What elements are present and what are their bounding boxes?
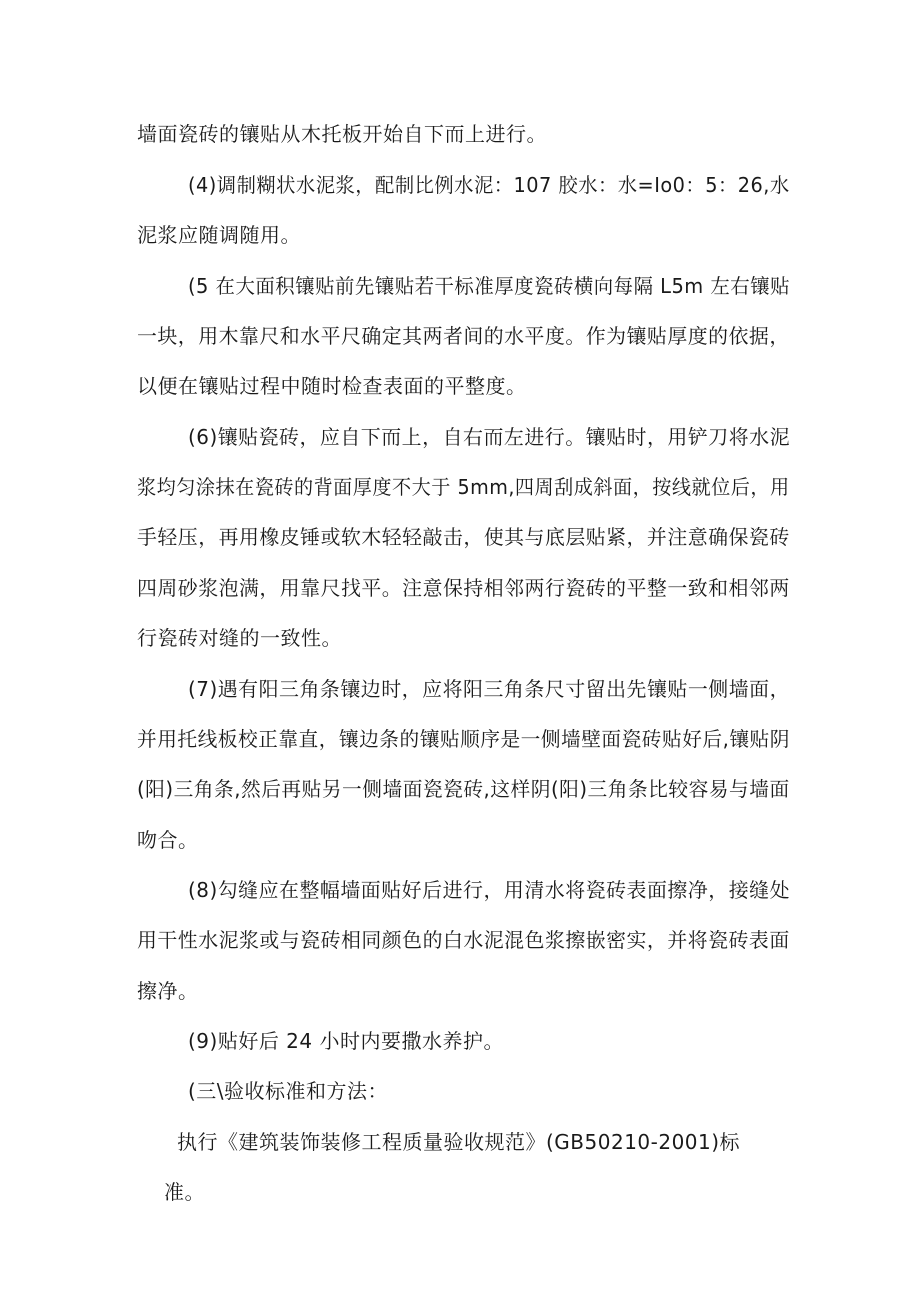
text-line: 泥浆应随调随用。	[137, 223, 301, 247]
text-line: (7)遇有阳三角条镶边时，应将阳三角条尺寸留出先镶贴一侧墙面，	[188, 677, 791, 701]
text-line: 执行《建筑装饰装修工程质量验收规范》(GB50210-2001)标	[177, 1130, 741, 1154]
text-line: (8)勾缝应在整幅墙面贴好后进行，用清水将瓷砖表面擦净，接缝处	[188, 878, 791, 902]
text-line: (6)镶贴瓷砖，应自下而上，自右而左进行。镶贴时，用铲刀将水泥	[188, 425, 791, 449]
section-heading: (三\验收标准和方法：	[188, 1079, 389, 1103]
text-line: 用干性水泥浆或与瓷砖相同颜色的白水泥混色浆擦嵌密实，并将瓷砖表面	[137, 928, 790, 952]
text-line: 浆均匀涂抹在瓷砖的背面厚度不大于 5mm,四周刮成斜面，按线就位后，用	[137, 475, 790, 499]
text-line: 准。	[164, 1180, 205, 1204]
text-line: 一块，用木靠尺和水平尺确定其两者间的水平度。作为镶贴厚度的依据，	[137, 324, 790, 348]
text-line: 擦净。	[137, 979, 199, 1003]
text-line: (5 在大面积镶贴前先镶贴若干标准厚度瓷砖横向每隔 L5m 左右镶贴	[188, 274, 790, 298]
text-line: 行瓷砖对缝的一致性。	[137, 626, 342, 650]
text-line: 并用托线板校正靠直，镶边条的镶贴顺序是一侧墙壁面瓷砖贴好后,镶贴阴	[137, 727, 790, 751]
text-line: 吻合。	[137, 828, 199, 852]
text-line: (4)调制糊状水泥浆，配制比例水泥：107 胶水：水=Io0：5：26,水	[188, 173, 790, 197]
text-line: 手轻压，再用橡皮锤或软木轻轻敲击，使其与底层贴紧，并注意确保瓷砖	[137, 525, 790, 549]
text-line: (9)贴好后 24 小时内要撒水养护。	[188, 1029, 504, 1053]
text-line: 四周砂浆泡满，用靠尺找平。注意保持相邻两行瓷砖的平整一致和相邻两	[137, 576, 790, 600]
text-line: 以便在镶贴过程中随时检查表面的平整度。	[137, 374, 527, 398]
text-line: (阳)三角条,然后再贴另一侧墙面瓷瓷砖,这样阴(阳)三角条比较容易与墙面	[137, 777, 790, 801]
text-line: 墙面瓷砖的镶贴从木托板开始自下而上进行。	[137, 122, 547, 146]
